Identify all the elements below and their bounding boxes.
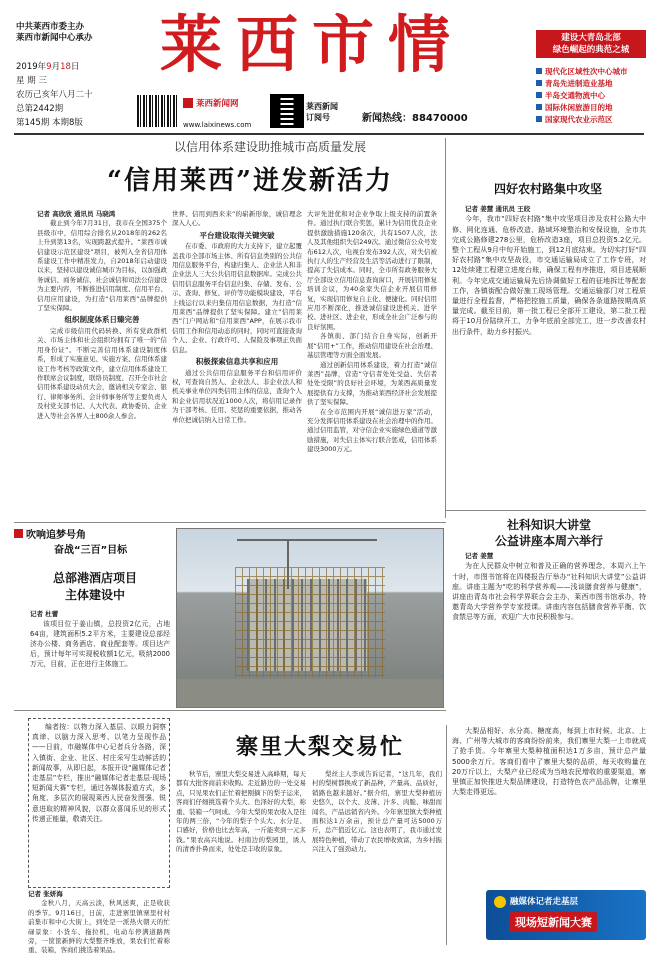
slogan-box — [536, 30, 646, 58]
lead-column-1 — [37, 210, 167, 520]
construction-photo — [176, 528, 444, 708]
qr-caption-2: 订阅号 — [306, 113, 330, 122]
slogan-line-2: 绿色崛起的典范之城 — [552, 45, 630, 55]
barcode — [137, 95, 179, 127]
masthead-divider — [14, 133, 644, 135]
section-divider — [14, 522, 446, 523]
lead-paragraph: 各镇街、部门结合自身实际，创新开展“信用+”工作，推动信用建设在社会治理、基层管理等方面全面发展。 — [307, 332, 437, 360]
newspaper-title: 莱西市情 — [160, 8, 465, 81]
camera-icon — [494, 896, 506, 908]
sponsor-block — [16, 22, 136, 44]
crane-mast — [287, 539, 289, 589]
campaign-label-2: 奋战“三百”目标 — [54, 545, 128, 556]
lecture-headline-1: 社科知识大讲堂 — [506, 518, 591, 532]
bullet-square-icon — [536, 80, 542, 86]
rural-headline: 四好农村路集中攻坚 — [493, 182, 602, 196]
slogan-line-1: 建设大青岛北部 — [561, 33, 621, 43]
hotline-number: 88470000 — [412, 113, 468, 124]
pear-paragraph: 大梨品相好、水分高、糖度高，每到上市时候，北京、上海、广州等大城市的客商纷纷前来，我们寨里大梨一上市就成了抢手货。今年寨里大梨种植面积达1万多亩，预计总产量5000余万斤。客商们看中了寨里大梨的品质，每天收购量在20万斤以上，大梨产业已经成为当地农民增收的重要渠道，寨里镇正加快推进大梨品牌建设，打造特色农产品品牌，让寨里大梨走得更远。 — [452, 727, 646, 797]
pear-column-3 — [452, 726, 646, 886]
lecture-body: 为在人民群众中树立和普及正确的营养理念，本周六上午十时，市图书馆将在四楼报告厅举办“社科知识大讲堂”公益讲座。讲座主题为“吃的科学营养观——浅谈膳食营养与健康”，讲座由青岛市社会科学界联合会主办，莱西市图书馆承办，特邀青岛大学营养学专家授课。讲座内容包括膳食营养平衡、饮食禁忌等方面，欢迎广大市民积极参与。 — [452, 562, 646, 622]
scaffolding — [235, 567, 385, 677]
campaign-label-1: 吹响追梦号角 — [14, 528, 164, 543]
lead-kicker: 以信用体系建设助推城市高质量发展 — [173, 140, 366, 154]
lead-paragraph: 截止到今年7月31日，我市在全国375个县级市中，信用综合排名从2018年的262名上升到第13名，实现跨越式提升。“莱西市诚信建设示范区建设”项目，被列入全省信用体系建设工作中精准发力，自2018年启动建设以来，坚持以建设诚信城市为目标，以加强政务诚信、商务诚信、社会诚信和司法公信建设为主要内容，不断推进信用制度、信用平台、信用应用建设，为打造“信用莱西”品牌提供了坚实保障。 — [37, 219, 167, 313]
hotline-label: 新闻热线： — [362, 113, 412, 124]
pear-paragraph: 秋节后，寨里大梨交易进入高峰期，每天都有大批客商前来收购。走近路边的一处交易点，只见果农们正忙着把刚摘下的梨子运来，客商们仔细挑选着个头大、色泽好的大梨，称重、装箱一气呵成。今年大梨的果农收入是往年的两三倍，“今年的梨子个头大、水分足、口感好，价格也比去年高，一斤能卖到一元多钱。”果农高兴地说。村南边的梨园里，诱人的清香扑鼻而来，处处是丰收的景象。 — [176, 770, 306, 854]
issue-date: 2019年9月18日 — [16, 62, 80, 72]
lead-headline: “信用莱西”迸发新活力 — [107, 166, 393, 196]
lead-paragraph: 在市委、市政府的大力支持下，建立起覆盖我市全部市场主体、所有信息类别的公共信用信息服务平台，构建归集人、企业法人和非企业法人三大公共信用信息数据库。完成公共信用信息服务平台信息归集、存储、发布、公示、查询、修复、评价等功能模块建设，平台上线运行以来归集信用信息数据，为打造“信用莱西”品牌提供了坚实保障。建立“信用莱西”门户网站和“信用莱西”APP，在展示我市信用工作和信用动态的同时，同时可直接查询个人、企业、行政许可、人保险及事项正负面信息。 — [172, 242, 302, 354]
lead-column-3 — [307, 210, 437, 520]
campaign-article — [30, 610, 170, 700]
issue-info — [16, 60, 136, 130]
lunar-date: 农历己亥年八月二十 — [16, 90, 93, 100]
lecture-article — [452, 552, 646, 720]
lead-subhead: 平台建设取得关键突破 — [199, 230, 275, 240]
lecture-headline-2: 公益讲座本周六举行 — [494, 534, 603, 548]
campaign-byline: 记者 杜蕾 — [30, 610, 59, 618]
goal-item: 现代化区域性次中心城市 — [536, 66, 646, 78]
lead-subhead: 积极探索信息共享和应用 — [195, 357, 279, 367]
pear-column-2 — [312, 770, 442, 944]
campaign-body: 该项目位于姜山镇，总投资2亿元，占地64亩，建筑面积5.2平方米，主要建设总部经济办公楼、商务酒店、商业配套等。项目达产后，预计每年可实现税收额1亿元，吸纳2000万元，目前，正在进行主体施工。 — [30, 620, 170, 669]
section-divider — [446, 510, 646, 511]
contest-label-2: 现场短新闻大赛 — [510, 912, 597, 932]
bullet-square-icon — [536, 68, 542, 74]
qr-caption — [306, 101, 338, 123]
bullet-square-icon — [536, 104, 542, 110]
lecture-headline — [452, 517, 646, 549]
contest-banner[interactable] — [486, 890, 646, 940]
editor-note-box — [28, 718, 170, 888]
editor-note: 编者按：以物力深入基层、以眼力洞察真谛、以脑力深入思考、以笔力呈现作品——日前，市融媒体中心记者兵分各路，深入镇街、企业、社区、村庄采写生动鲜活的新闻故事，从即日起，本报开设“融媒体记者走基层”专栏，推出“融媒体记者走基层·现场短新闻大赛”专栏，通过各媒体报道方式，多角度、多层次的展现莱西人民奋发图强、锐意进取的精神风貌，以群众喜闻乐见的形式传递正能量，敬请关注。 — [32, 723, 166, 823]
goal-item: 国家现代农业示范区 — [536, 114, 646, 126]
goal-item: 青岛先进制造业基地 — [536, 78, 646, 90]
campaign-headline-1: 总部港酒店项目 — [52, 571, 137, 585]
lead-subhead: 组织制度体系日臻完善 — [64, 315, 140, 325]
city-goals-list — [536, 66, 646, 126]
column-divider — [445, 138, 446, 518]
pear-column-1 — [176, 770, 306, 944]
qr-code-icon[interactable] — [270, 94, 304, 128]
campaign-headline-2: 主体建设中 — [64, 588, 125, 602]
campaign-square-icon — [14, 529, 23, 538]
issue-pages: 第145期 本期8版 — [16, 118, 83, 128]
bullet-square-icon — [536, 92, 542, 98]
lead-paragraph: 在全市范围内开展“诚信进万家”活动，充分发挥信用体系建设在社会治理中的作用。通过信用监管，对守信企业实施绿色通道等激励措施，对失信主体实行联合惩戒，信用体系建设3000万元。 — [307, 407, 437, 454]
rural-byline: 记者 姜慧 通讯员 王皎 — [465, 205, 531, 213]
logo-mark-icon — [183, 98, 193, 108]
goal-item: 半岛交通物流中心 — [536, 90, 646, 102]
campaign-headline — [20, 570, 170, 604]
ground — [177, 679, 443, 707]
qr-caption-1: 莱西新闻 — [306, 102, 338, 111]
site-logo[interactable] — [183, 97, 263, 129]
logo-name: 莱西新闻网 — [196, 99, 239, 109]
rural-article — [452, 205, 646, 505]
section-divider — [14, 710, 446, 711]
bullet-square-icon — [536, 116, 542, 122]
campaign-label — [14, 528, 164, 558]
contest-label-1: 融媒体记者走基层 — [510, 897, 579, 907]
weekday: 星 期 三 — [16, 76, 47, 86]
lead-paragraph: 完成市级信用代码转换、所有党政群机关、市场主体和社会组织均拥有了唯一的“信用身份证”。不断完善信用体系建设制度体系，形成了实施意见、实施方案、信用体系建设工作考核等政策文件，建立信用体系建设工作联席会议制度，联络员制度、召开全市社会信用体系建设动员大会，邀请相关专家会、银行、律师事务所、会计师事务所等主要负责人及村党支部书记、人大代表、政协委员、企业进入等社会各界人士800余人参会。 — [37, 326, 167, 420]
lecture-byline: 记者 姜慧 — [465, 552, 494, 560]
total-issue: 总第2442期 — [16, 104, 64, 114]
hotline — [362, 109, 468, 124]
sponsor-line-2: 莱西市新闻中心承办 — [16, 33, 93, 43]
crane-jib — [237, 539, 377, 541]
lead-paragraph: 通过创新信用体系建设，着力打造“诚信莱西”品牌，营造“守信者处处受益、失信者处处受限”的良好社会环境，为莱西高质量发展提供有力支撑，为推动莱西经济社会发展提供了坚实保障。 — [307, 360, 437, 407]
pear-byline: 记者 张妍海 — [28, 890, 63, 898]
sponsor-line-1: 中共莱西市委主办 — [16, 22, 85, 32]
pear-paragraph: 梨丝主人李成告诉记者，“这几年，我们村的梨树都换成了新品种，产量高、品质好，销路也越来越好。”据介绍，寨里大梨种植历史悠久，以个大、皮薄、汁多、肉脆、味甜而闻名，产品远销省内外。今年寨里镇大梨种植面积达1万余亩，预计总产量可达5000万斤，总产值近亿元。这也表明了，我市通过发展特色种植，带动了农民增收致富，为乡村振兴注入了强劲动力。 — [312, 770, 442, 854]
pear-paragraph: 金秋八月，天高云淡，秋风送爽，正是收获的季节。9月16日，日前，走进寨里镇寨里村村前集市和中心大街上，到处是一派热火朝天的忙碌景象：小货车、拖拉机、电动车停满道路两旁，一筐筐新鲜的大梨整齐堆放，果农们忙着称重、装箱，客商们挑选着果品。 — [28, 899, 170, 955]
lead-paragraph: 大评先进优和对企业争取上级支持的前置条件。通过执行联合奖惩，累计为信用优良企业提供激励措施120余次，共有1507人次，法人及其他组织失信249次。通过微信公众号发布612人次，电视台发布392人次，对失信被执行人的生产经营及生活等活动进行了限制，提高了失信成本。同时，全市所有政务服务大厅全部设立信用信息查询窗口，开展信用修复培训会议，为40余家失信企业开展信用修复，实现信用修复自主化、便捷化。同时信用应用不断深化，推进诚信建设进机关、进学校、进社区、进企业，形成全社会广泛参与的良好氛围。 — [307, 210, 437, 331]
lead-column-2 — [172, 210, 302, 520]
lead-paragraph: 通过公共信用信息服务平台和信用评价权，可查询自然人、企业法人、非企业法人和机关事业单位四类信用主体的信息，查询个人和企业信用状况近1000人次，将信用记录作为干部考核、任用、奖惩的重要依据，推动各单位把诚信纳入日常工作。 — [172, 368, 302, 424]
logo-url[interactable]: www.laixinews.com — [183, 121, 252, 129]
lead-paragraph: 世界、信用到西来来”的崭新形象，诚信理念深入人心。 — [172, 210, 302, 228]
pear-column-0 — [28, 890, 170, 955]
column-divider — [446, 725, 447, 945]
goal-item: 国际休闲旅游目的地 — [536, 102, 646, 114]
rural-body: 今年，我市“四好农村路”集中攻坚项目涉及农村公路大中修、网化连通、危桥改造、路域环境整治和安保设施，全市共完成公路修建278公里，危桥改造3座，项目总投资5.2亿元。整个工程从9月中旬开始施工，到12月底结束。为切实打好“四好农村路”集中攻坚战役，市交通运输局成立了工作专班，对12处续建工程建立进度台账，确保工程有序推进，项目进展顺利。今年完成交通运输局先后协调做好工程的征地拆迁等配套工作，各镇街配合做好施工现场管理。交通运输部门对工程质量进行全程监督，严格把控施工质量，确保各条道路按期高质量完成。截至目前，第一批工程已全部开工建设，第二批工程将于10月份陆续开工，力争年底前全部完工，进一步改善农村出行条件，助力乡村振兴。 — [452, 215, 646, 336]
pear-headline: 寨里大梨交易忙 — [235, 734, 404, 760]
lead-byline: 记者 高欣欣 通讯员 马晓鸿 — [37, 210, 116, 218]
